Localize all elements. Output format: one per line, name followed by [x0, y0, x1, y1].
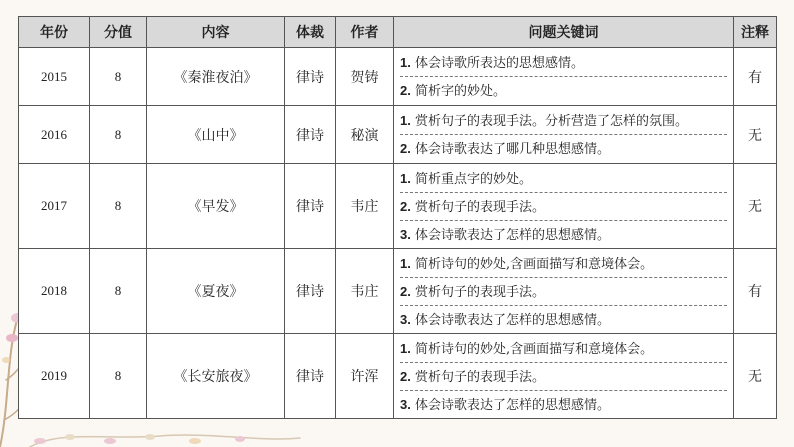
cell-genre: 律诗 — [285, 164, 336, 249]
cell-note: 有 — [734, 249, 777, 334]
header-year: 年份 — [19, 17, 90, 48]
cell-score: 8 — [90, 164, 147, 249]
question-number: 1. — [400, 340, 411, 356]
question-number: 3. — [400, 396, 411, 412]
cell-title: 《山中》 — [147, 106, 285, 164]
table-row — [19, 249, 777, 334]
cell-score: 8 — [90, 106, 147, 164]
cell-note: 无 — [734, 164, 777, 249]
cell-author: 韦庄 — [336, 164, 394, 249]
question-text: 简析字的妙处。 — [414, 84, 506, 99]
cell-note: 无 — [734, 334, 777, 419]
question-number: 3. — [400, 226, 411, 242]
question-line — [400, 107, 727, 134]
table-row — [19, 164, 777, 249]
question-number: 2. — [400, 283, 411, 299]
table-row — [19, 48, 777, 106]
question-line — [400, 192, 727, 220]
cell-questions — [394, 164, 734, 249]
header-author: 作者 — [336, 17, 394, 48]
cell-score: 8 — [90, 249, 147, 334]
cell-questions — [394, 249, 734, 334]
cell-year: 2015 — [19, 48, 90, 106]
question-number: 3. — [400, 311, 411, 327]
header-content: 内容 — [147, 17, 285, 48]
cell-genre: 律诗 — [285, 334, 336, 419]
question-text: 赏析句子的表现手法。 — [414, 199, 545, 215]
question-line — [400, 76, 727, 104]
question-line — [400, 134, 727, 162]
question-line — [400, 165, 727, 192]
cell-questions — [394, 48, 734, 106]
cell-genre: 律诗 — [285, 106, 336, 164]
header-note: 注释 — [734, 17, 777, 48]
question-text: 体会诗歌表达了怎样的思想感情。 — [414, 312, 610, 328]
question-text: 体会诗歌表达了哪几种思想感情。 — [414, 142, 610, 157]
question-line — [400, 362, 727, 390]
header-question-keywords: 问题关键词 — [394, 17, 734, 48]
cell-score: 8 — [90, 334, 147, 419]
cell-author: 许浑 — [336, 334, 394, 419]
header-score: 分值 — [90, 17, 147, 48]
question-line — [400, 390, 727, 418]
header-genre: 体裁 — [285, 17, 336, 48]
question-text: 简析重点字的妙处。 — [414, 171, 532, 187]
question-number: 2. — [400, 83, 411, 98]
table-header-row — [19, 17, 777, 48]
table-row — [19, 106, 777, 164]
question-text: 简析诗句的妙处,含画面描写和意境体会。 — [414, 256, 654, 272]
cell-year: 2017 — [19, 164, 90, 249]
cell-questions — [394, 106, 734, 164]
question-line — [400, 250, 727, 277]
cell-title: 《长安旅夜》 — [147, 334, 285, 419]
question-line — [400, 335, 727, 362]
cell-author: 贺铸 — [336, 48, 394, 106]
question-number: 2. — [400, 141, 411, 156]
question-text: 赏析句子的表现手法。 — [414, 369, 545, 385]
cell-author: 秘演 — [336, 106, 394, 164]
question-line — [400, 277, 727, 305]
question-line — [400, 305, 727, 333]
question-text: 体会诗歌表达了怎样的思想感情。 — [414, 397, 610, 413]
cell-year: 2019 — [19, 334, 90, 419]
question-text: 赏析句子的表现手法。分析营造了怎样的氛围。 — [414, 114, 688, 129]
cell-year: 2016 — [19, 106, 90, 164]
cell-genre: 律诗 — [285, 48, 336, 106]
cell-note: 有 — [734, 48, 777, 106]
question-line — [400, 49, 727, 76]
exam-summary-table — [18, 16, 777, 419]
cell-year: 2018 — [19, 249, 90, 334]
question-text: 体会诗歌表达了怎样的思想感情。 — [414, 227, 610, 243]
cell-score: 8 — [90, 48, 147, 106]
question-text: 体会诗歌所表达的思想感情。 — [414, 56, 584, 71]
question-number: 2. — [400, 198, 411, 214]
cell-genre: 律诗 — [285, 249, 336, 334]
question-number: 1. — [400, 170, 411, 186]
question-number: 1. — [400, 113, 411, 128]
cell-note: 无 — [734, 106, 777, 164]
question-number: 1. — [400, 55, 411, 70]
question-number: 2. — [400, 368, 411, 384]
question-text: 赏析句子的表现手法。 — [414, 284, 545, 300]
question-text: 简析诗句的妙处,含画面描写和意境体会。 — [414, 341, 654, 357]
cell-questions — [394, 334, 734, 419]
question-number: 1. — [400, 255, 411, 271]
question-line — [400, 220, 727, 248]
table-row — [19, 334, 777, 419]
cell-title: 《夏夜》 — [147, 249, 285, 334]
cell-title: 《早发》 — [147, 164, 285, 249]
cell-title: 《秦淮夜泊》 — [147, 48, 285, 106]
cell-author: 韦庄 — [336, 249, 394, 334]
